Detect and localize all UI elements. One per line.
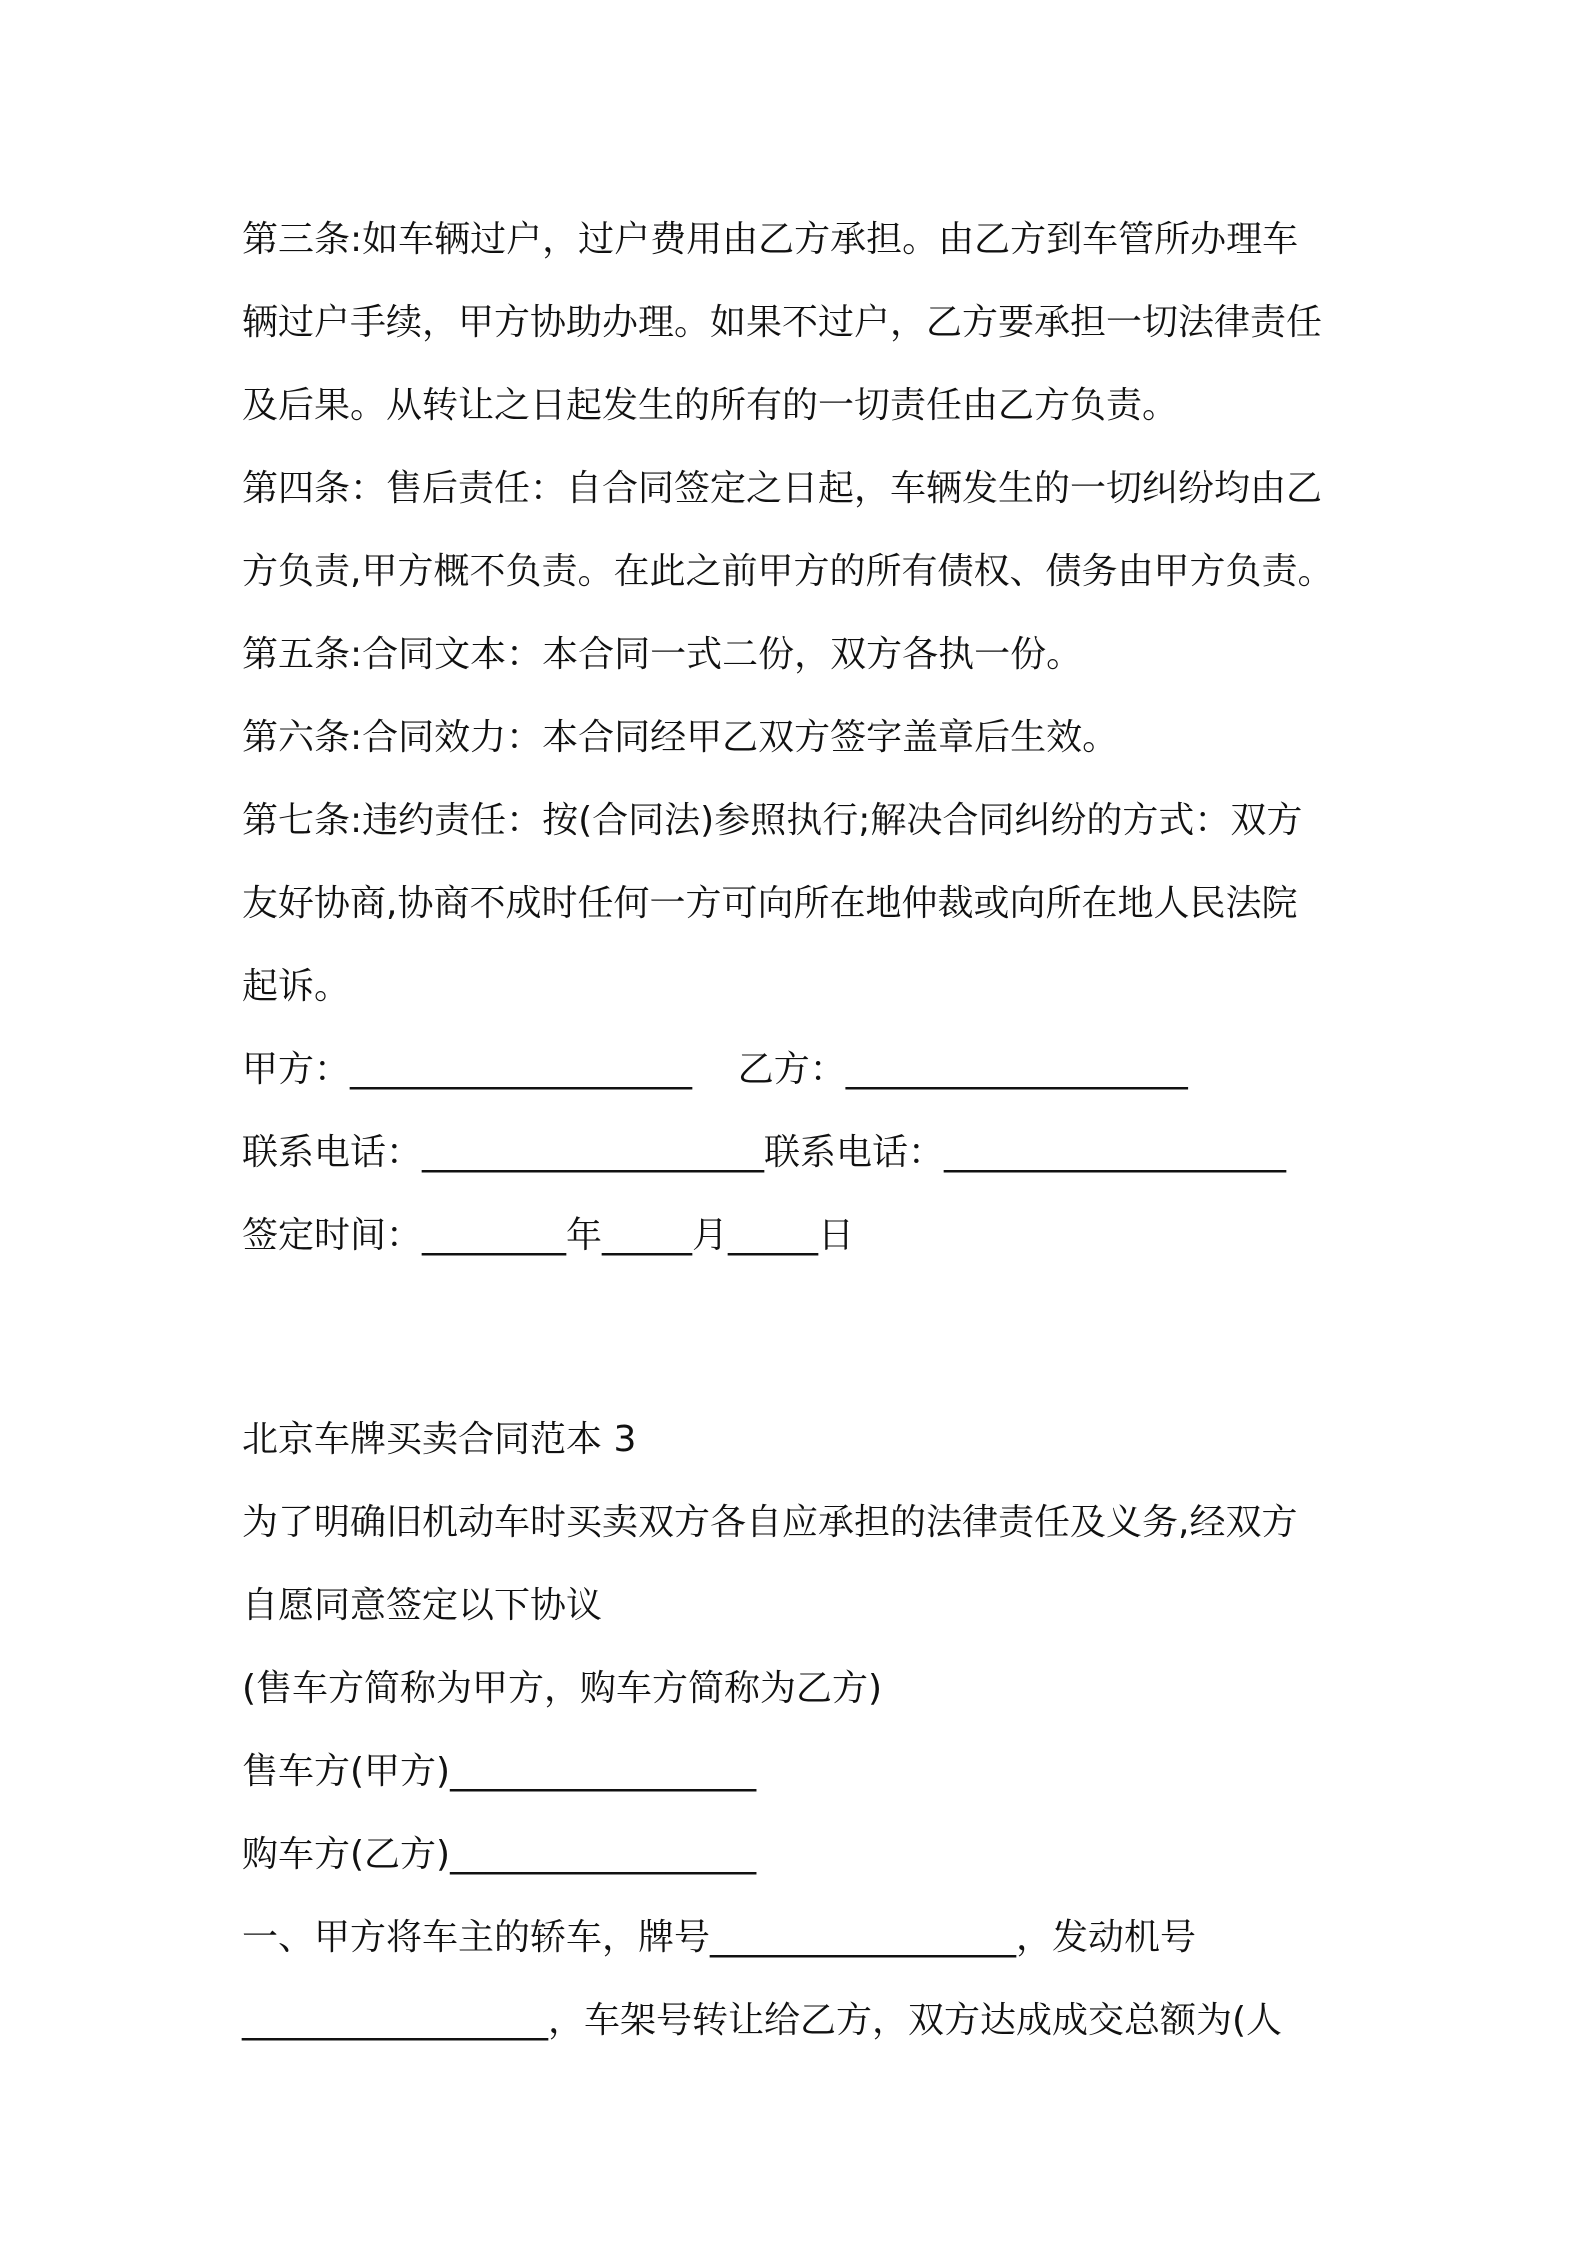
article-7-line-2: 友好协商,协商不成时任何一方可向所在地仲裁或向所在地人民法院 — [242, 883, 1298, 924]
clause-1-line-2: _________________，车架号转让给乙方，双方达成成交总额为(人 — [242, 2000, 1283, 2041]
document-content — [242, 198, 1362, 2062]
article-7-line-3: 起诉。 — [242, 966, 351, 1007]
article-4-line-1: 第四条：售后责任：自合同签定之日起，车辆发生的一切纠纷均由乙 — [242, 468, 1323, 509]
party-abbreviation-note: (售车方简称为甲方，购车方简称为乙方) — [242, 1668, 883, 1709]
article-7-line-1: 第七条:违约责任：按(合同法)参照执行;解决合同纠纷的方式：双方 — [242, 800, 1303, 841]
signing-date-line: 签定时间：________年_____月_____日 — [242, 1215, 855, 1256]
article-4-line-2: 方负责,甲方概不负责。在此之前甲方的所有债权、债务由甲方负责。 — [242, 551, 1334, 592]
contact-phone-line: 联系电话：___________________联系电话：___________________ — [242, 1132, 1287, 1173]
party-signature-line: 甲方：___________________ 乙方：___________________ — [242, 1049, 1188, 1090]
section-title: 北京车牌买卖合同范本 3 — [242, 1419, 637, 1460]
clause-1-line-1: 一、甲方将车主的轿车，牌号_________________，发动机号 — [242, 1917, 1197, 1958]
preamble-line-1: 为了明确旧机动车时买卖双方各自应承担的法律责任及义务,经双方 — [242, 1502, 1298, 1543]
preamble-line-2: 自愿同意签定以下协议 — [242, 1585, 603, 1626]
article-3-line-2: 辆过户手续，甲方协助办理。如果不过户，乙方要承担一切法律责任 — [242, 302, 1323, 343]
buyer-line: 购车方(乙方)_________________ — [242, 1834, 757, 1875]
article-5: 第五条:合同文本：本合同一式二份，双方各执一份。 — [242, 634, 1083, 675]
article-6: 第六条:合同效力：本合同经甲乙双方签字盖章后生效。 — [242, 717, 1119, 758]
article-3-line-3: 及后果。从转让之日起发生的所有的一切责任由乙方负责。 — [242, 385, 1179, 426]
seller-line: 售车方(甲方)_________________ — [242, 1751, 757, 1792]
section-gap — [242, 1277, 1362, 1398]
article-3-line-1: 第三条:如车辆过户，过户费用由乙方承担。由乙方到车管所办理车 — [242, 219, 1299, 260]
